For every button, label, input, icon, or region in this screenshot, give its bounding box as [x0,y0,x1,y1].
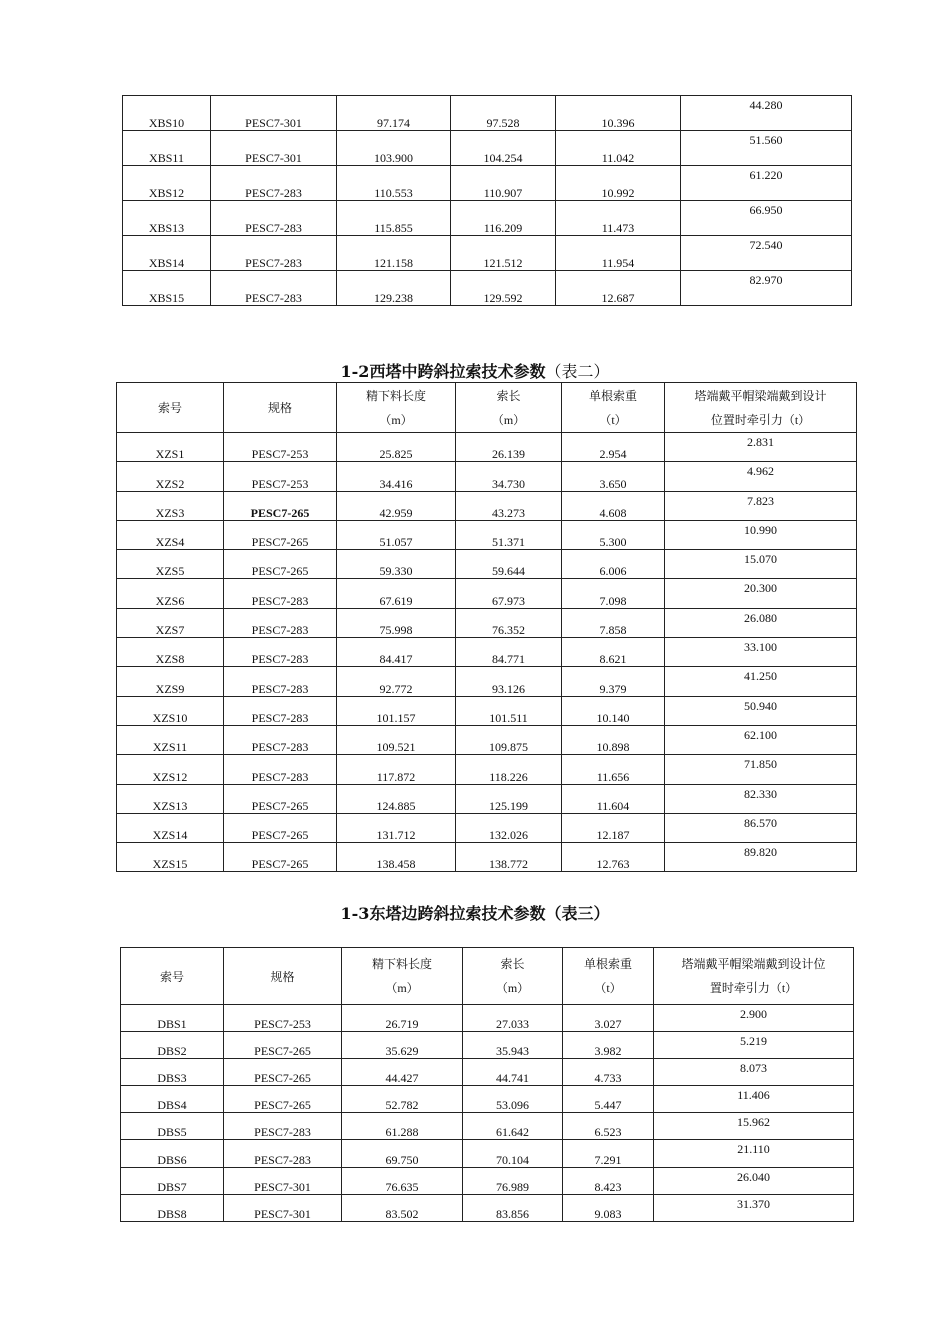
cell-spec: PESC7-283 [211,271,337,306]
header-unit-weight: 单根索重 （t） [563,948,654,1005]
cell-traction-force: 8.073 [654,1059,854,1086]
table-row [117,579,857,608]
cell-cut-length: 76.635 [342,1167,463,1194]
cell-cable-length: 125.199 [456,784,562,813]
cell-cut-length: 131.712 [337,813,456,842]
table-row [117,433,857,462]
cell-spec: PESC7-283 [224,667,337,696]
cell-cable-no: XZS9 [117,667,224,696]
cell-unit-weight: 7.291 [563,1140,654,1167]
cell-cable-no: XZS4 [117,520,224,549]
cell-cable-no: DBS3 [121,1059,224,1086]
cell-traction-force: 82.330 [665,784,857,813]
cell-unit-weight: 5.300 [562,520,665,549]
cell-spec: PESC7-283 [211,201,337,236]
cell-cable-length: 51.371 [456,520,562,549]
table-row [123,131,852,166]
cell-cable-length: 116.209 [451,201,556,236]
cell-cable-no: XZS14 [117,813,224,842]
cell-cable-length: 34.730 [456,462,562,491]
cell-spec: PESC7-301 [224,1167,342,1194]
table-row [117,813,857,842]
cell-cut-length: 67.619 [337,579,456,608]
cell-unit-weight: 6.006 [562,550,665,579]
cell-cable-no: XZS6 [117,579,224,608]
cell-cable-no: XBS11 [123,131,211,166]
table3-title: 1-3东塔边跨斜拉索技术参数（表三） [340,904,610,923]
cell-traction-force: 15.962 [654,1113,854,1140]
cell-cable-length: 121.512 [451,236,556,271]
cell-cable-no: XZS8 [117,638,224,667]
cell-cable-length: 35.943 [463,1032,563,1059]
cell-cut-length: 121.158 [337,236,451,271]
cell-cable-no: XZS5 [117,550,224,579]
cell-spec: PESC7-283 [211,236,337,271]
table-row [117,784,857,813]
cell-unit-weight: 8.423 [563,1167,654,1194]
cell-cable-no: XBS12 [123,166,211,201]
cell-spec: PESC7-265 [224,1086,342,1113]
cell-unit-weight: 3.650 [562,462,665,491]
cell-cut-length: 52.782 [342,1086,463,1113]
cell-cable-length: 84.771 [456,638,562,667]
cell-traction-force: 10.990 [665,520,857,549]
cell-cable-no: XZS1 [117,433,224,462]
cell-spec: PESC7-283 [211,166,337,201]
cell-cable-no: XZS15 [117,843,224,872]
cell-cable-length: 44.741 [463,1059,563,1086]
table-row [123,166,852,201]
table-row [121,1086,854,1113]
cell-cut-length: 110.553 [337,166,451,201]
cell-spec: PESC7-265 [224,784,337,813]
cell-unit-weight: 11.604 [562,784,665,813]
table-row [121,1059,854,1086]
table-row [117,667,857,696]
cell-unit-weight: 11.656 [562,755,665,784]
cell-cable-length: 26.139 [456,433,562,462]
table-row [117,491,857,520]
cell-cable-length: 70.104 [463,1140,563,1167]
cell-traction-force: 4.962 [665,462,857,491]
cell-cable-no: XZS2 [117,462,224,491]
cell-cable-no: XBS10 [123,96,211,131]
cell-traction-force: 50.940 [665,696,857,725]
cell-unit-weight: 4.733 [563,1059,654,1086]
cell-cable-length: 101.511 [456,696,562,725]
cell-cut-length: 35.629 [342,1032,463,1059]
cell-traction-force: 89.820 [665,843,857,872]
cell-unit-weight: 10.992 [556,166,681,201]
cell-traction-force: 31.370 [654,1194,854,1221]
table3-header-row [121,948,854,1005]
cell-spec: PESC7-265 [224,813,337,842]
cell-cable-no: XBS15 [123,271,211,306]
table-row [117,638,857,667]
cell-cable-length: 110.907 [451,166,556,201]
cell-cut-length: 34.416 [337,462,456,491]
cell-cut-length: 92.772 [337,667,456,696]
table-row [123,236,852,271]
table-xbs [122,95,852,306]
cell-traction-force: 71.850 [665,755,857,784]
cell-spec: PESC7-301 [211,131,337,166]
header-cable-no: 索号 [117,383,224,433]
cell-unit-weight: 3.027 [563,1005,654,1032]
header-cable-length: 索长 （m） [463,948,563,1005]
table-row [123,96,852,131]
header-cable-no: 索号 [121,948,224,1005]
cell-spec: PESC7-283 [224,725,337,754]
cell-cut-length: 61.288 [342,1113,463,1140]
table-row [117,843,857,872]
cell-traction-force: 62.100 [665,725,857,754]
cell-spec: PESC7-265 [224,843,337,872]
cell-unit-weight: 10.396 [556,96,681,131]
cell-spec: PESC7-265 [224,491,337,520]
header-spec: 规格 [224,383,337,433]
cell-unit-weight: 11.473 [556,201,681,236]
cell-traction-force: 86.570 [665,813,857,842]
cell-traction-force: 82.970 [681,271,852,306]
cell-unit-weight: 3.982 [563,1032,654,1059]
cell-cable-length: 53.096 [463,1086,563,1113]
table-row [117,520,857,549]
cell-cut-length: 59.330 [337,550,456,579]
cell-cable-length: 67.973 [456,579,562,608]
table2-header-row [117,383,857,433]
header-cut-length: 精下料长度 （m） [342,948,463,1005]
cell-cable-no: DBS5 [121,1113,224,1140]
cell-spec: PESC7-283 [224,579,337,608]
cell-traction-force: 15.070 [665,550,857,579]
cell-traction-force: 61.220 [681,166,852,201]
cell-traction-force: 51.560 [681,131,852,166]
cell-unit-weight: 8.621 [562,638,665,667]
table-row [121,1194,854,1221]
cell-cut-length: 117.872 [337,755,456,784]
cell-traction-force: 41.250 [665,667,857,696]
cell-cable-length: 76.352 [456,608,562,637]
cell-traction-force: 11.406 [654,1086,854,1113]
cell-unit-weight: 11.954 [556,236,681,271]
cell-cut-length: 101.157 [337,696,456,725]
cell-cut-length: 51.057 [337,520,456,549]
cell-unit-weight: 10.898 [562,725,665,754]
table-row [121,1032,854,1059]
cell-cable-length: 129.592 [451,271,556,306]
cell-cable-length: 76.989 [463,1167,563,1194]
cell-spec: PESC7-265 [224,1059,342,1086]
cell-cable-no: XZS13 [117,784,224,813]
cell-unit-weight: 9.083 [563,1194,654,1221]
cell-unit-weight: 12.763 [562,843,665,872]
cell-unit-weight: 12.187 [562,813,665,842]
cell-traction-force: 5.219 [654,1032,854,1059]
cell-spec: PESC7-301 [211,96,337,131]
cell-unit-weight: 12.687 [556,271,681,306]
cell-traction-force: 72.540 [681,236,852,271]
cell-unit-weight: 11.042 [556,131,681,166]
cell-spec: PESC7-283 [224,696,337,725]
table-row [117,696,857,725]
cell-traction-force: 2.831 [665,433,857,462]
cell-cable-no: DBS1 [121,1005,224,1032]
cell-spec: PESC7-283 [224,1113,342,1140]
header-traction-force: 塔端戴平帽梁端戴到设计位 置时牵引力（t） [654,948,854,1005]
cell-cut-length: 25.825 [337,433,456,462]
cell-cable-no: XZS11 [117,725,224,754]
cell-cable-length: 97.528 [451,96,556,131]
cell-traction-force: 33.100 [665,638,857,667]
header-cut-length: 精下料长度 （m） [337,383,456,433]
table-row [123,271,852,306]
cell-cut-length: 129.238 [337,271,451,306]
cell-cut-length: 44.427 [342,1059,463,1086]
cell-cable-no: XZS10 [117,696,224,725]
cell-cut-length: 124.885 [337,784,456,813]
table-row [117,608,857,637]
cell-cable-no: XZS7 [117,608,224,637]
cell-traction-force: 26.080 [665,608,857,637]
cell-cable-no: DBS8 [121,1194,224,1221]
cell-cable-length: 61.642 [463,1113,563,1140]
cell-cable-length: 132.026 [456,813,562,842]
cell-traction-force: 20.300 [665,579,857,608]
cell-cable-length: 118.226 [456,755,562,784]
cell-traction-force: 2.900 [654,1005,854,1032]
table-row [121,1140,854,1167]
cell-cut-length: 97.174 [337,96,451,131]
cell-traction-force: 44.280 [681,96,852,131]
cell-cable-length: 43.273 [456,491,562,520]
cell-spec: PESC7-253 [224,433,337,462]
cell-cut-length: 42.959 [337,491,456,520]
table-row [117,550,857,579]
cell-unit-weight: 5.447 [563,1086,654,1113]
table-row [123,201,852,236]
cell-cut-length: 75.998 [337,608,456,637]
cell-cable-length: 109.875 [456,725,562,754]
cell-cut-length: 83.502 [342,1194,463,1221]
table-row [117,725,857,754]
cell-cut-length: 109.521 [337,725,456,754]
cell-cable-no: XZS3 [117,491,224,520]
cell-cable-no: DBS6 [121,1140,224,1167]
cell-cable-length: 138.772 [456,843,562,872]
cell-cut-length: 69.750 [342,1140,463,1167]
cell-spec: PESC7-283 [224,755,337,784]
cell-cable-length: 104.254 [451,131,556,166]
table-row [117,462,857,491]
cell-cable-no: XBS13 [123,201,211,236]
cell-unit-weight: 2.954 [562,433,665,462]
cell-spec: PESC7-265 [224,550,337,579]
cell-unit-weight: 10.140 [562,696,665,725]
cell-spec: PESC7-283 [224,608,337,637]
table2-title: 1-2西塔中跨斜拉索技术参数（表二） [340,362,610,381]
cell-cable-length: 93.126 [456,667,562,696]
cell-spec: PESC7-265 [224,1032,342,1059]
table-row [121,1113,854,1140]
cell-cable-no: XBS14 [123,236,211,271]
cell-cable-length: 59.644 [456,550,562,579]
cell-spec: PESC7-283 [224,1140,342,1167]
cell-spec: PESC7-265 [224,520,337,549]
cell-spec: PESC7-301 [224,1194,342,1221]
cell-unit-weight: 6.523 [563,1113,654,1140]
cell-traction-force: 21.110 [654,1140,854,1167]
cell-unit-weight: 4.608 [562,491,665,520]
table-row [121,1167,854,1194]
cell-unit-weight: 7.858 [562,608,665,637]
cell-cut-length: 138.458 [337,843,456,872]
cell-cut-length: 26.719 [342,1005,463,1032]
cell-spec: PESC7-283 [224,638,337,667]
cell-cable-length: 83.856 [463,1194,563,1221]
cell-spec: PESC7-253 [224,1005,342,1032]
header-unit-weight: 单根索重 （t） [562,383,665,433]
cell-cable-no: DBS4 [121,1086,224,1113]
table-dbs [120,947,854,1222]
cell-traction-force: 7.823 [665,491,857,520]
header-traction-force: 塔端戴平帽梁端戴到设计 位置时牵引力（t） [665,383,857,433]
table-row [117,755,857,784]
cell-cut-length: 103.900 [337,131,451,166]
cell-traction-force: 26.040 [654,1167,854,1194]
cell-cable-no: DBS7 [121,1167,224,1194]
header-cable-length: 索长 （m） [456,383,562,433]
cell-traction-force: 66.950 [681,201,852,236]
table-row [121,1005,854,1032]
cell-unit-weight: 9.379 [562,667,665,696]
cell-cable-no: DBS2 [121,1032,224,1059]
cell-unit-weight: 7.098 [562,579,665,608]
header-spec: 规格 [224,948,342,1005]
cell-cable-length: 27.033 [463,1005,563,1032]
cell-cut-length: 115.855 [337,201,451,236]
cell-cut-length: 84.417 [337,638,456,667]
cell-cable-no: XZS12 [117,755,224,784]
cell-spec: PESC7-253 [224,462,337,491]
table-xzs [116,382,857,872]
